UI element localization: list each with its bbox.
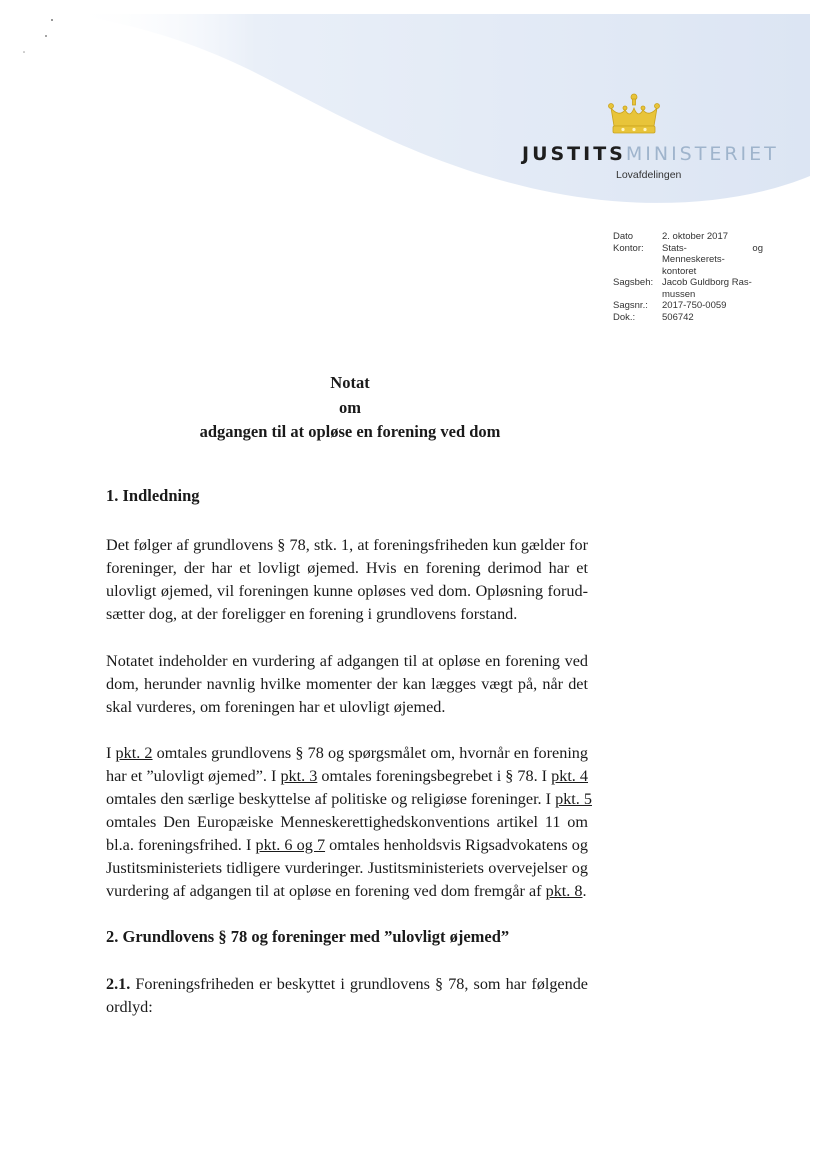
title-line-2: om [339, 397, 361, 417]
text-line: sætter dog, at der foreligger en forening i grundlovens forstand. [106, 605, 518, 623]
text-segment: I [106, 744, 116, 762]
text-line [106, 973, 588, 996]
meta-row-sagsbeh-cont [613, 289, 763, 301]
text-line [106, 742, 588, 765]
text-segment: . [582, 882, 587, 900]
meta-row-sagsbeh [613, 277, 763, 289]
logo-part-2: MINISTERIET [625, 143, 779, 165]
meta-label: Sagsbeh: [613, 277, 654, 288]
meta-label [613, 266, 662, 278]
meta-value: kontoret [662, 265, 697, 277]
text-line [106, 834, 588, 857]
meta-label [613, 289, 662, 301]
text-line [106, 788, 592, 811]
section-1-paragraph-1 [106, 534, 588, 626]
meta-label: Kontor: [613, 242, 644, 254]
meta-value: 2017-750-0059 [662, 300, 727, 311]
meta-label: Dato [613, 231, 634, 242]
text-segment: vurdering af adgangen til at opløse en forening ved dom fremgår af [106, 882, 546, 900]
meta-value: Stats- og Menneskerets- [662, 242, 763, 265]
section-reference-link[interactable]: pkt. 6 og 7 [255, 836, 326, 854]
text-line: ulovligt øjemed, vil foreningen kunne opløses ved dom. Opløsning forud- [106, 582, 588, 600]
text-line: omtales Den Europæiske Menneskerettighedskonventions artikel 11 om [106, 813, 588, 831]
text-line: ordlyd: [106, 998, 153, 1016]
text-segment: bl.a. foreningsfrihed. I [106, 836, 256, 854]
document-title [130, 371, 570, 445]
section-reference-link[interactable]: pkt. 8 [545, 882, 583, 900]
text-line: dom, herunder navnlig hvilke momenter der kan lægges vægt på, når det [106, 675, 588, 693]
meta-value: 2. oktober 2017 [662, 231, 729, 242]
ministry-logo [522, 142, 779, 166]
text-line: Det følger af grundlovens § 78, stk. 1, at foreningsfriheden kun gælder for [106, 536, 588, 554]
meta-row-sagsnr [613, 300, 763, 312]
section-2-heading: 2. Grundlovens § 78 og foreninger med ”ulovligt øjemed” [106, 927, 510, 946]
meta-label: Sagsnr.: [613, 300, 648, 311]
text-line [106, 765, 588, 788]
text-line: Justitsministeriets tidligere vurderinger. Justitsministeriets overvejelser og [106, 859, 588, 877]
text-line: foreninger, der har et lovligt øjemed. Hvis en forening derimod har et [106, 559, 588, 577]
meta-value: 506742 [662, 311, 694, 323]
document-metadata [613, 231, 763, 323]
meta-value: Jacob Guldborg Ras- [662, 277, 752, 288]
section-reference-link[interactable]: pkt. 4 [551, 767, 589, 785]
crown-icon [608, 92, 660, 138]
text-line: Notatet indeholder en vurdering af adgangen til at opløse en forening ved [106, 652, 588, 670]
text-segment: omtales foreningsbegrebet i § 78. I [317, 767, 552, 785]
section-reference-link[interactable]: pkt. 5 [555, 790, 592, 808]
meta-value: mussen [662, 288, 696, 300]
section-reference-link[interactable]: pkt. 3 [280, 767, 318, 785]
text-segment: omtales grundlovens § 78 og spørgsmålet om, hvornår en forening [152, 744, 588, 762]
text-line [106, 880, 588, 903]
text-segment: omtales henholdsvis Rigsadvokatens og [325, 836, 588, 854]
meta-row-dato [613, 231, 763, 243]
scan-specks [0, 0, 828, 80]
title-line-1: Notat [330, 373, 370, 392]
section-1-paragraph-2 [106, 650, 588, 719]
text-segment: har et ”ulovligt øjemed”. I [106, 767, 281, 785]
paragraph-number: 2.1. [106, 975, 131, 993]
text-line: skal vurderes, om foreningen har et ulovligt øjemed. [106, 698, 446, 716]
meta-label: Dok.: [613, 311, 636, 323]
text-segment: omtales den særlige beskyttelse af politiske og religiøse foreninger. I [106, 790, 556, 808]
title-line-3: adgangen til at opløse en forening ved dom [199, 422, 501, 441]
department-name: Lovafdelingen [616, 169, 682, 181]
meta-row-dok [613, 312, 763, 324]
text-segment: Foreningsfriheden er beskyttet i grundlovens § 78, som har følgende [130, 975, 588, 993]
meta-row-kontor [613, 243, 763, 266]
section-reference-link[interactable]: pkt. 2 [115, 744, 153, 762]
section-2-paragraph-1 [106, 973, 588, 1019]
logo-part-1: JUSTITS [522, 143, 626, 165]
section-1-paragraph-3 [106, 742, 592, 903]
meta-row-kontor-cont [613, 266, 763, 278]
section-1-heading: 1. Indledning [106, 486, 200, 505]
